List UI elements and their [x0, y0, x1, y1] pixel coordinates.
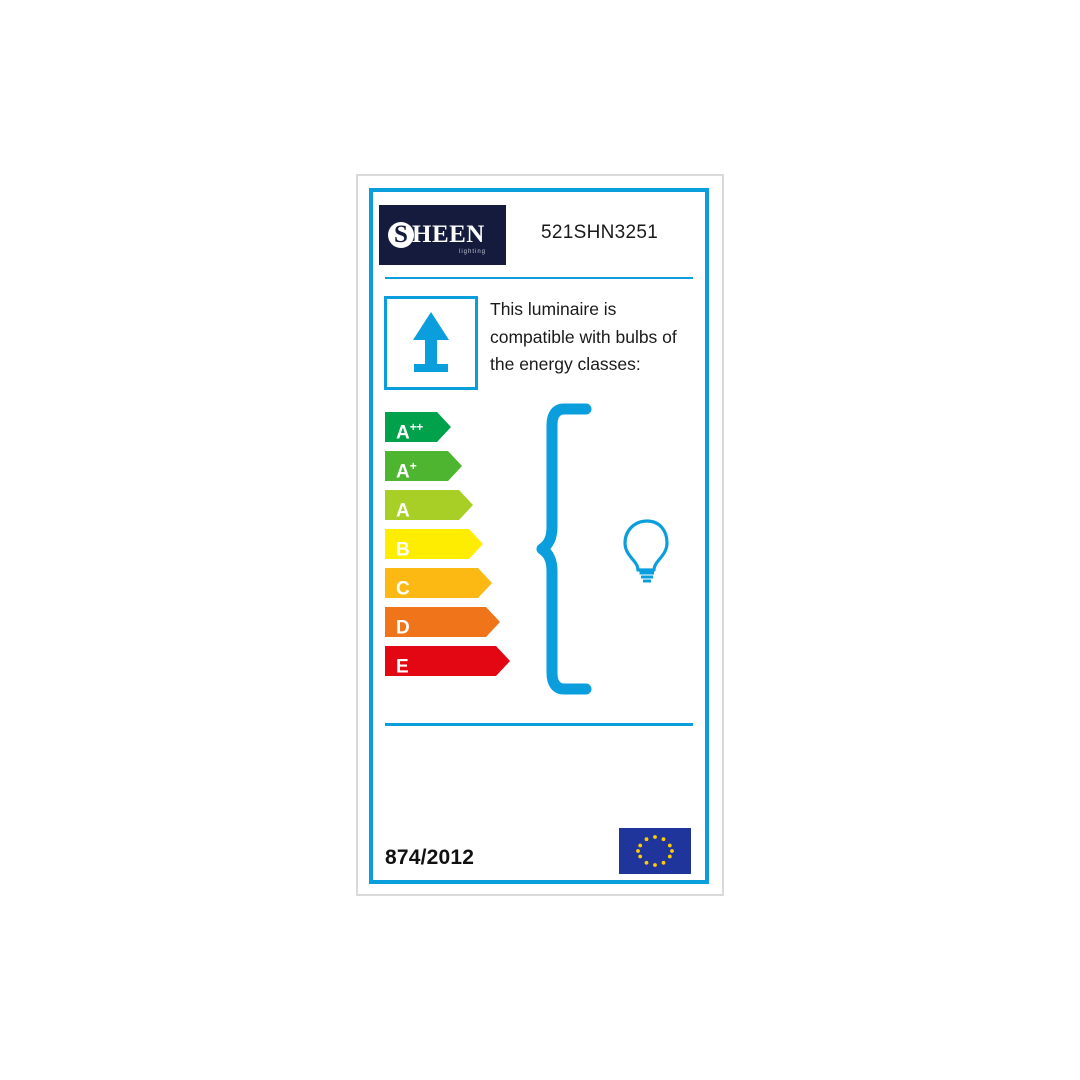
- brand-wordmark: HEEN: [412, 221, 485, 248]
- energy-class-row: [385, 412, 515, 442]
- energy-class-label: B: [396, 539, 410, 561]
- energy-class-list: [385, 412, 515, 685]
- brand-logo: [379, 205, 506, 265]
- energy-class-label: E: [396, 656, 409, 678]
- energy-class-label: D: [396, 617, 410, 639]
- header-divider: [385, 277, 693, 279]
- curly-brace-icon: [536, 403, 596, 700]
- regulation-number: 874/2012: [385, 846, 475, 869]
- energy-class-label: A+: [396, 459, 417, 483]
- table-lamp-icon: [384, 296, 478, 390]
- compatibility-text: This luminaire is compatible with bulbs of the energy classes:: [490, 299, 677, 374]
- energy-class-label: A: [396, 500, 410, 522]
- brand-tagline: lighting: [459, 249, 487, 255]
- energy-class-row: [385, 529, 515, 559]
- energy-class-label: C: [396, 578, 410, 600]
- energy-class-row: [385, 646, 515, 676]
- energy-class-superscript: ++: [409, 420, 423, 434]
- energy-class-row: [385, 451, 515, 481]
- energy-class-superscript: +: [409, 459, 417, 473]
- energy-class-row: [385, 568, 515, 598]
- brand-logo-inner: [379, 205, 506, 265]
- european-union-flag: [619, 828, 691, 874]
- model-code: 521SHN3251: [541, 222, 659, 243]
- light-bulb-icon: [620, 518, 676, 589]
- energy-class-row: [385, 607, 515, 637]
- brand-initial: S: [394, 221, 408, 248]
- footer-divider: [385, 723, 693, 726]
- energy-class-row: [385, 490, 515, 520]
- energy-class-label: A++: [396, 420, 423, 444]
